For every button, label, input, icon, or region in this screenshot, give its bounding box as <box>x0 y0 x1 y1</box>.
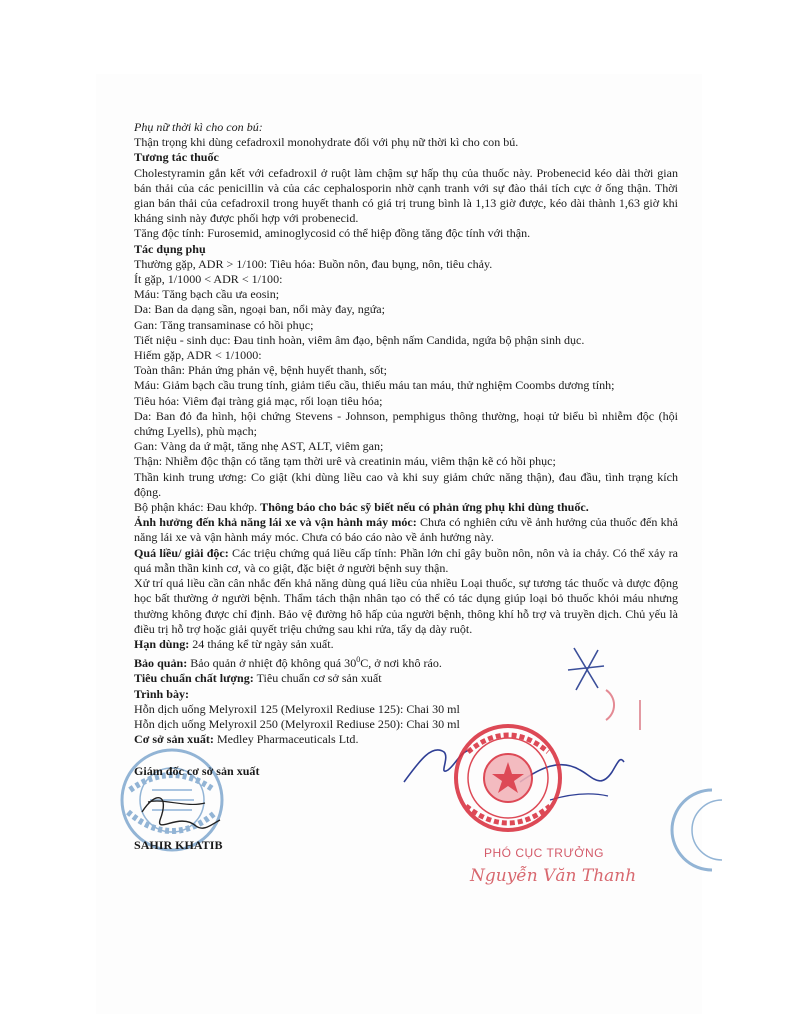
paragraph: Hỗn dịch uống Melyroxil 250 (Melyroxil Rediuse 250): Chai 30 ml <box>134 716 460 731</box>
text-run: Tiêu chuẩn cơ sở sản xuất <box>253 671 382 686</box>
paragraph: Ít gặp, 1/1000 < ADR < 1/100: <box>134 272 283 287</box>
text-run: 24 tháng kể từ ngày sản xuất. <box>189 636 334 651</box>
text-run: Medley Pharmaceuticals Ltd. <box>213 732 359 747</box>
paragraph: Tăng độc tính: Furosemid, aminoglycosid có thể hiệp đồng tăng độc tính với thận. <box>134 226 531 241</box>
director-name: SAHIR KHATIB <box>134 838 223 852</box>
paragraph: Da: Ban da dạng sần, ngoại ban, nổi mày đay, ngứa; <box>134 302 385 317</box>
initial-mark <box>568 648 614 720</box>
paragraph: Thần kinh trung ương: Co giật (khi dùng liều cao và khi suy giảm chức năng thận), đau đầu, tình trạng kích động. <box>134 469 678 499</box>
deputy-title: PHÓ CỤC TRƯỞNG <box>484 846 604 860</box>
section-subheading: Phụ nữ thời kì cho con bú: <box>134 120 263 134</box>
paragraph: Thường gặp, ADR > 1/100: Tiêu hóa: Buồn nôn, đau bụng, nôn, tiêu chảy. <box>134 256 493 271</box>
text-run: Bộ phận khác: Đau khớp. <box>134 500 261 515</box>
superscript: 0 <box>356 655 361 665</box>
inline-heading: Tiêu chuẩn chất lượng: <box>134 671 254 686</box>
inline-heading: Cơ sở sản xuất: <box>134 732 214 747</box>
deputy-name: Nguyễn Văn Thanh <box>470 866 637 886</box>
paragraph: Hiếm gặp, ADR < 1/1000: <box>134 348 262 363</box>
paragraph: Máu: Tăng bạch cầu ưa eosin; <box>134 287 280 302</box>
paragraph: Gan: Tăng transaminase có hồi phục; <box>134 317 314 332</box>
section-heading: Trình bày: <box>134 686 190 701</box>
paragraph: Tiết niệu - sinh dục: Đau tinh hoàn, viêm âm đạo, bệnh nấm Candida, ngứa bộ phận sinh dục. <box>134 332 585 347</box>
section-heading: Tác dụng phụ <box>134 241 206 256</box>
text-run: Bảo quản ở nhiệt độ không quá 30 <box>187 656 357 671</box>
text-run: Các triệu chứng quá liều cấp tính: Phần lớn chỉ gây buồn nôn, nôn và ỉa chảy. Có thể xảy ra quá mẫn thần kinh cơ, và co giật, đặc biệt ở người bệnh suy thận. <box>134 545 678 575</box>
director-label: Giám đốc cơ sở sản xuất <box>134 764 260 778</box>
paragraph: Thận trọng khi dùng cefadroxil monohydrate đối với phụ nữ thời kì cho con bú. <box>134 135 519 150</box>
paragraph: Xử trí quá liều cần cân nhắc đến khả năng dùng quá liều của nhiều Loại thuốc, sự tương tác thuốc và dược động học bất thường ở người bệnh. Thẩm tách thận nhân tạo có thể có tác dụng giúp loại bỏ thuốc khỏi máu nhưng thường không được chỉ định. Bảo vệ đường hô hấp của người bệnh, thông khí hỗ trợ và truyền dịch. Chủ yếu là điều trị hỗ trợ hoặc giải quyết triệu chứng sau khi rửa, tẩy dạ dày ruột. <box>134 576 678 636</box>
warning-text: Thông báo cho bác sỹ biết nếu có phản ứng phụ khi dùng thuốc. <box>260 500 589 515</box>
inline-heading: Hạn dùng: <box>134 636 190 651</box>
text-run: C, ở nơi khô ráo. <box>360 656 442 671</box>
text-run: Chưa có nghiên cứu về ảnh hưởng của thuốc đến khả năng lái xe và vận hành máy móc. Chưa có báo cáo nào về ảnh hưởng này. <box>134 515 678 545</box>
section-heading: Tương tác thuốc <box>134 150 219 165</box>
director-signature <box>142 798 220 828</box>
paragraph: Tiêu hóa: Viêm đại tràng giả mạc, rối loạn tiêu hóa; <box>134 393 383 408</box>
paragraph: Cholestyramin gắn kết với cefadroxil ở ruột làm chậm sự hấp thụ của thuốc này. Probenecid kéo dài thời gian bán thải của các penicillin và của các cephalosporin nhờ cạnh tranh với sự đào thải tích cực ở ống thận. Thời gian bán thải của cefadroxil trong huyết thanh có giá trị trung bình là 1,13 giờ được, kéo dài thành 1,63 giờ khi kháng sinh này được phối hợp với probenecid. <box>134 165 678 226</box>
inline-heading: Ảnh hưởng đến khả năng lái xe và vận hành máy móc: <box>134 515 417 530</box>
paragraph: Thận: Nhiễm độc thận có tăng tạm thời urê và creatinin máu, viêm thận kẽ có hồi phục; <box>134 454 556 469</box>
official-seal-icon <box>456 726 560 830</box>
inline-heading: Bảo quản: <box>134 656 188 671</box>
partial-stamp-icon <box>672 790 722 870</box>
paragraph: Máu: Giảm bạch cầu trung tính, giảm tiểu cầu, thiếu máu tan máu, thử nghiệm Coombs dương tính; <box>134 378 615 393</box>
inline-heading: Quá liều/ giải độc: <box>134 545 229 560</box>
paragraph: Gan: Vàng da ứ mật, tăng nhẹ AST, ALT, viêm gan; <box>134 439 384 454</box>
paragraph: Hỗn dịch uống Melyroxil 125 (Melyroxil Rediuse 125): Chai 30 ml <box>134 701 460 716</box>
paragraph: Toàn thân: Phản ứng phản vệ, bệnh huyết thanh, sốt; <box>134 363 387 378</box>
paragraph: Da: Ban đỏ đa hình, hội chứng Stevens - Johnson, pemphigus thông thường, hoại tử biểu bì nhiễm độc (hội chứng Lyells), phù mạch; <box>134 408 678 439</box>
